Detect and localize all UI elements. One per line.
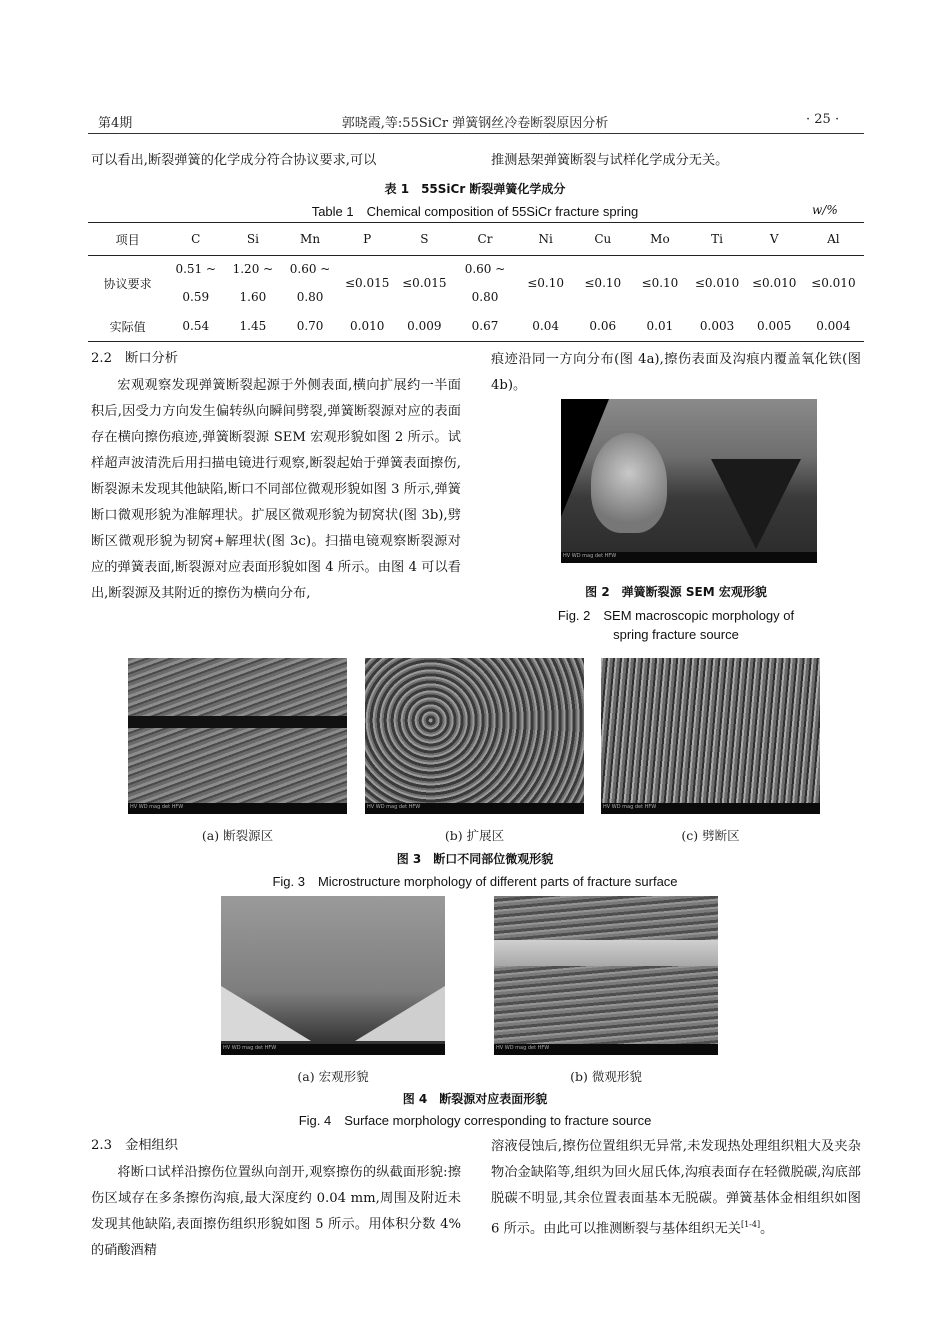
issue-number: 第4期: [98, 116, 133, 131]
spec-cell: [167, 255, 224, 311]
table-header-mn: Mn: [300, 232, 321, 246]
spec-range-bottom: 0.80: [471, 290, 499, 304]
spec-cell: ≤0.010: [751, 276, 797, 290]
fig3-caption-en: Fig. 3 Microstructure morphology of different parts of fracture surface: [272, 874, 678, 889]
fig4a-right-flake: [355, 986, 445, 1041]
table-header-p: P: [363, 232, 372, 246]
fig4b-subcaption: (b) 微观形貌: [570, 1069, 642, 1084]
actual-cell: 0.004: [816, 319, 851, 333]
section-2-3-heading: 2.3 金相组织: [91, 1138, 178, 1153]
citation-ref: [1-4]: [740, 1220, 761, 1229]
table-header-s: S: [420, 232, 429, 246]
table-header-item: 项目: [115, 232, 140, 247]
table1-title-cn: 表 1 55SiCr 断裂弹簧化学成分: [384, 182, 566, 196]
intro-right: 推测悬架弹簧断裂与试样化学成分无关。: [491, 153, 729, 168]
actual-cell: 0.70: [296, 319, 324, 333]
table-header-v: V: [769, 232, 779, 246]
actual-label: 实际值: [109, 319, 146, 334]
actual-cell: 0.010: [350, 319, 385, 333]
fig3c-sem-image: [601, 658, 820, 814]
spec-range-bottom: 0.59: [182, 290, 210, 304]
header-rule: [88, 133, 864, 134]
fig4-caption-en: Fig. 4 Surface morphology corresponding to fracture source: [298, 1113, 652, 1128]
table-header-cu: Cu: [594, 232, 612, 246]
actual-cell: 0.04: [532, 319, 559, 333]
fig2-caption-en-1: Fig. 2 SEM macroscopic morphology of: [557, 608, 795, 623]
actual-cell: 0.009: [407, 319, 442, 333]
fig2-fracture-lobe: [591, 433, 667, 533]
table-actual-row: [88, 311, 864, 341]
fig3a-sem-image: [128, 658, 347, 814]
section-2-2-right-para: 痕迹沿同一方向分布(图 4a),擦伤表面及沟痕内覆盖氧化铁(图 4b)。: [491, 352, 861, 393]
section-2-3-left-para: 将断口试样沿擦伤位置纵向剖开,观察擦伤的纵截面形貌:擦伤区域存在多条擦伤沟痕,最大深度约 0.04 mm,周围及附近未发现其他缺陷,表面擦伤组织形貌如图 5 所示。用体积分数 4% 的硝酸酒精: [91, 1165, 461, 1258]
table-header-row: [88, 223, 864, 255]
actual-cell: 0.67: [471, 319, 499, 333]
spec-cell: ≤0.10: [527, 276, 565, 290]
spec-label: 协议要求: [103, 276, 152, 291]
actual-cell: 0.54: [182, 319, 210, 333]
fig3c-subcaption: (c) 劈断区: [681, 828, 740, 843]
table1-title-en: Table 1 Chemical composition of 55SiCr fracture spring: [311, 204, 639, 219]
table-header-al: Al: [827, 232, 840, 246]
spec-cell: ≤0.10: [584, 276, 622, 290]
fig4b-sem-image: [494, 896, 718, 1055]
section-2-2-left-para: 宏观观察发现弹簧断裂起源于外侧表面,横向扩展约一半面积后,因受力方向发生偏转纵向瞬间劈裂,弹簧断裂源对应的表面存在横向擦伤痕迹,弹簧断裂源 SEM 宏观形貌如图 2 所示。试样超声波清洗后用扫描电镜进行观察,断裂起始于弹簧表面擦伤,断裂源未发现其他缺陷,断口不同部位微观形貌如图 3 所示,弹簧断口微观形貌为准解理状。扩展区微观形貌为韧窝状(图 3b),劈断区微观形貌为韧窝+解理状(图 3c)。扫描电镜观察断裂源对应的弹簧表面,断裂源对应表面形貌如图 4 所示。由图 4 可以看出,断裂源及其附近的擦伤为横向分布,: [91, 378, 461, 601]
table-header-cr: Cr: [477, 232, 493, 246]
intro-left: 可以看出,断裂弹簧的化学成分符合协议要求,可以: [91, 153, 377, 168]
table-header-si: Si: [246, 232, 259, 246]
fig3-caption-cn: 图 3 断口不同部位微观形貌: [396, 852, 554, 866]
fig2-caption-en-2: spring fracture source: [613, 627, 739, 642]
fig4b-info-bar: HV WD mag det HFW: [494, 1044, 718, 1055]
table-header-c: C: [191, 232, 201, 246]
spec-range-top: 1.20 ~: [232, 262, 274, 276]
fig4a-subcaption: (a) 宏观形貌: [297, 1069, 369, 1084]
fig2-info-bar: HV WD mag det HFW: [561, 552, 817, 563]
actual-cell: 0.005: [757, 319, 792, 333]
actual-cell: 0.01: [646, 319, 674, 333]
table-header-ti: Ti: [711, 232, 723, 246]
page-number: · 25 ·: [806, 112, 840, 127]
spec-cell: ≤0.10: [641, 276, 679, 290]
actual-cell: 1.45: [239, 319, 267, 333]
spec-range-bottom: 0.80: [296, 290, 324, 304]
fig3a-info-bar: HV WD mag det HFW: [128, 803, 347, 814]
spec-cell: [224, 255, 281, 311]
spec-cell: ≤0.015: [344, 276, 390, 290]
spec-cell: ≤0.015: [402, 276, 447, 290]
fig4a-sem-image: [221, 896, 445, 1055]
actual-cell: 0.003: [699, 319, 735, 333]
spec-range-top: 0.60 ~: [464, 262, 506, 276]
spec-range-top: 0.60 ~: [289, 262, 331, 276]
fig4a-info-bar: HV WD mag det HFW: [221, 1044, 445, 1055]
fig2-sem-image: [561, 399, 817, 563]
fig3a-subcaption: (a) 断裂源区: [201, 828, 274, 843]
chemical-composition-table: [88, 223, 864, 341]
fig3a-crack-band: [128, 716, 347, 728]
fig2-caption-cn: 图 2 弹簧断裂源 SEM 宏观形貌: [585, 585, 767, 599]
section-2-3-right-para: 溶液侵蚀后,擦伤位置组织无异常,未发现热处理组织粗大及夹杂物冶金缺陷等,组织为回火屈氏体,沟痕表面存在轻微脱碳,沟底部脱碳不明显,其余位置表面基本无脱碳。弹簧基体金相组织如图 6 所示。由此可以推测断裂与基体组织无关[1-4]。: [491, 1139, 861, 1237]
table-spec-row: [88, 255, 864, 311]
fig4a-left-flake: [221, 986, 311, 1041]
section-2-2-heading: 2.2 断口分析: [91, 351, 178, 366]
fig3c-info-bar: HV WD mag det HFW: [601, 803, 820, 814]
spec-range-top: 0.51 ~: [175, 262, 217, 276]
table-bottom-rule: [88, 341, 864, 342]
table-header-mo: Mo: [650, 232, 670, 246]
table1-unit: w/%: [812, 203, 838, 217]
fig4-caption-cn: 图 4 断裂源对应表面形貌: [402, 1092, 548, 1106]
spec-cell: ≤0.010: [811, 276, 856, 290]
actual-cell: 0.06: [589, 319, 617, 333]
table-header-ni: Ni: [538, 232, 553, 246]
fig3b-subcaption: (b) 扩展区: [444, 828, 505, 843]
fig3b-info-bar: HV WD mag det HFW: [365, 803, 584, 814]
spec-range-bottom: 1.60: [239, 290, 267, 304]
fig3b-sem-image: [365, 658, 584, 814]
spec-cell: [281, 255, 338, 311]
fig2-crack-wedge: [711, 459, 801, 549]
fig4b-scratch-band: [494, 940, 718, 966]
running-title: 郭晓霞,等:55SiCr 弹簧钢丝冷卷断裂原因分析: [341, 116, 609, 131]
spec-cell: ≤0.010: [694, 276, 740, 290]
spec-cell: [453, 255, 517, 311]
